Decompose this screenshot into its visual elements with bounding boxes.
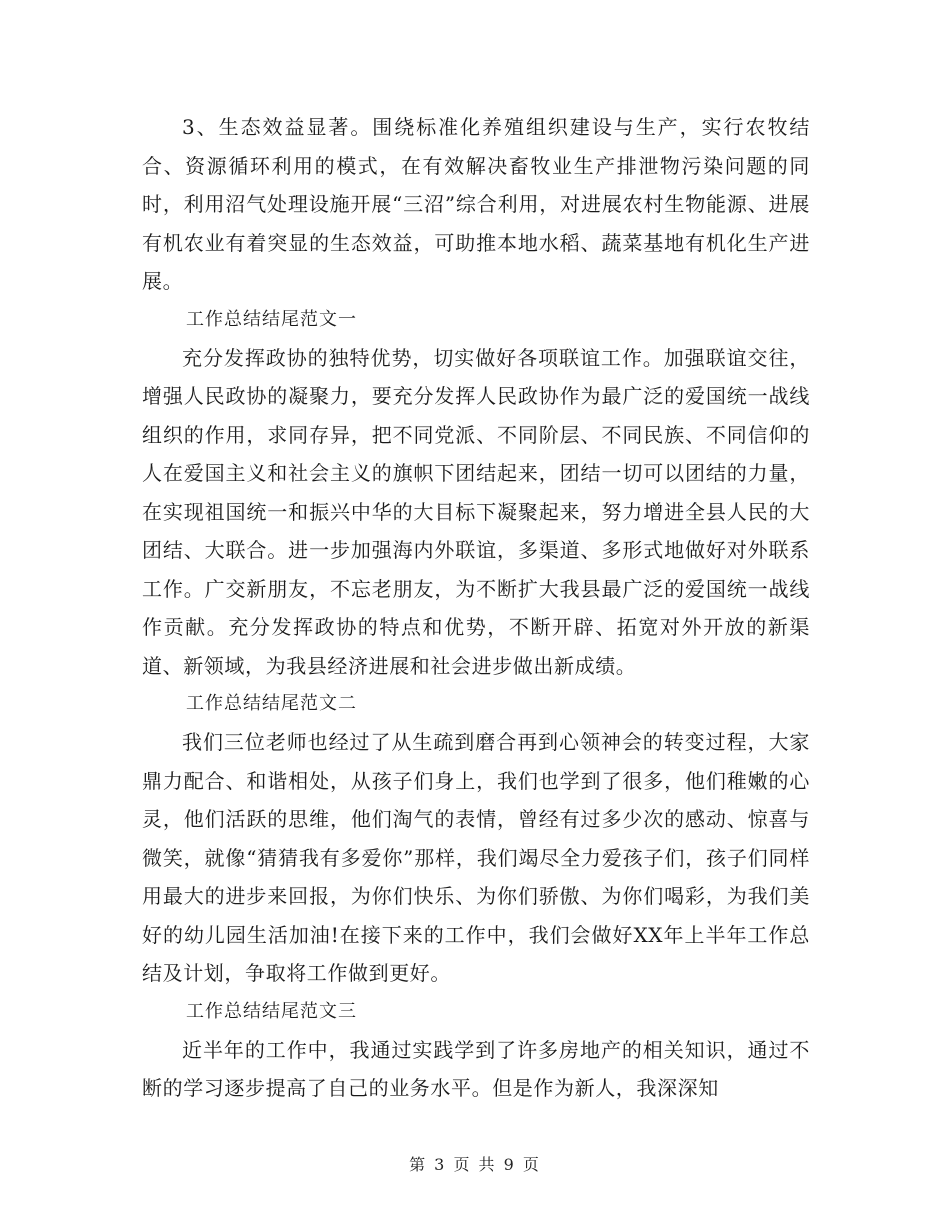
document-body [142,108,810,1108]
heading-sample-one: 工作总结结尾范文一 [186,308,357,330]
heading-sample-three: 工作总结结尾范文三 [186,1000,357,1022]
page-number-footer: 第 3 页 共 9 页 [409,1155,541,1174]
paragraph-ecological-benefits: 3、生态效益显著。围绕标准化养殖组织建设与生产，实行农牧结合、资源循环利用的模式，在有效解决畜牧业生产排泄物污染问题的同时，利用沼气处理设施开展“三沼”综合利用，对进展农村生物能源、进展有机农业有着突显的生态效益，可助推本地水稻、蔬菜基地有机化生产进展。 [142,115,810,293]
paragraph-sample-two: 我们三位老师也经过了从生疏到磨合再到心领神会的转变过程，大家鼎力配合、和谐相处，从孩子们身上，我们也学到了很多，他们稚嫩的心灵，他们活跃的思维，他们淘气的表情，曾经有过多少次的感动、惊喜与微笑，就像“猜猜我有多爱你”那样，我们竭尽全力爱孩子们，孩子们同样用最大的进步来回报，为你们快乐、为你们骄傲、为你们喝彩，为我们美好的幼儿园生活加油!在接下来的工作中，我们会做好XX年上半年工作总结及计划，争取将工作做到更好。 [142,730,810,985]
heading-sample-two: 工作总结结尾范文二 [186,693,357,714]
paragraph-sample-three: 近半年的工作中，我通过实践学到了许多房地产的相关知识，通过不断的学习逐步提高了自己的业务水平。但是作为新人，我深深知 [142,1037,810,1100]
paragraph-sample-one: 充分发挥政协的独特优势，切实做好各项联谊工作。加强联谊交往，增强人民政协的凝聚力，要充分发挥人民政协作为最广泛的爱国统一战线组织的作用，求同存异，把不同党派、不同阶层、不同民族、不同信仰的人在爱国主义和社会主义的旗帜下团结起来，团结一切可以团结的力量，在实现祖国统一和振兴中华的大目标下凝聚起来，努力增进全县人民的大团结、大联合。进一步加强海内外联谊，多渠道、多形式地做好对外联系工作。广交新朋友，不忘老朋友，为不断扩大我县最广泛的爱国统一战线作贡献。充分发挥政协的特点和优势，不断开辟、拓宽对外开放的新渠道、新领域，为我县经济进展和社会进步做出新成绩。 [142,345,810,678]
